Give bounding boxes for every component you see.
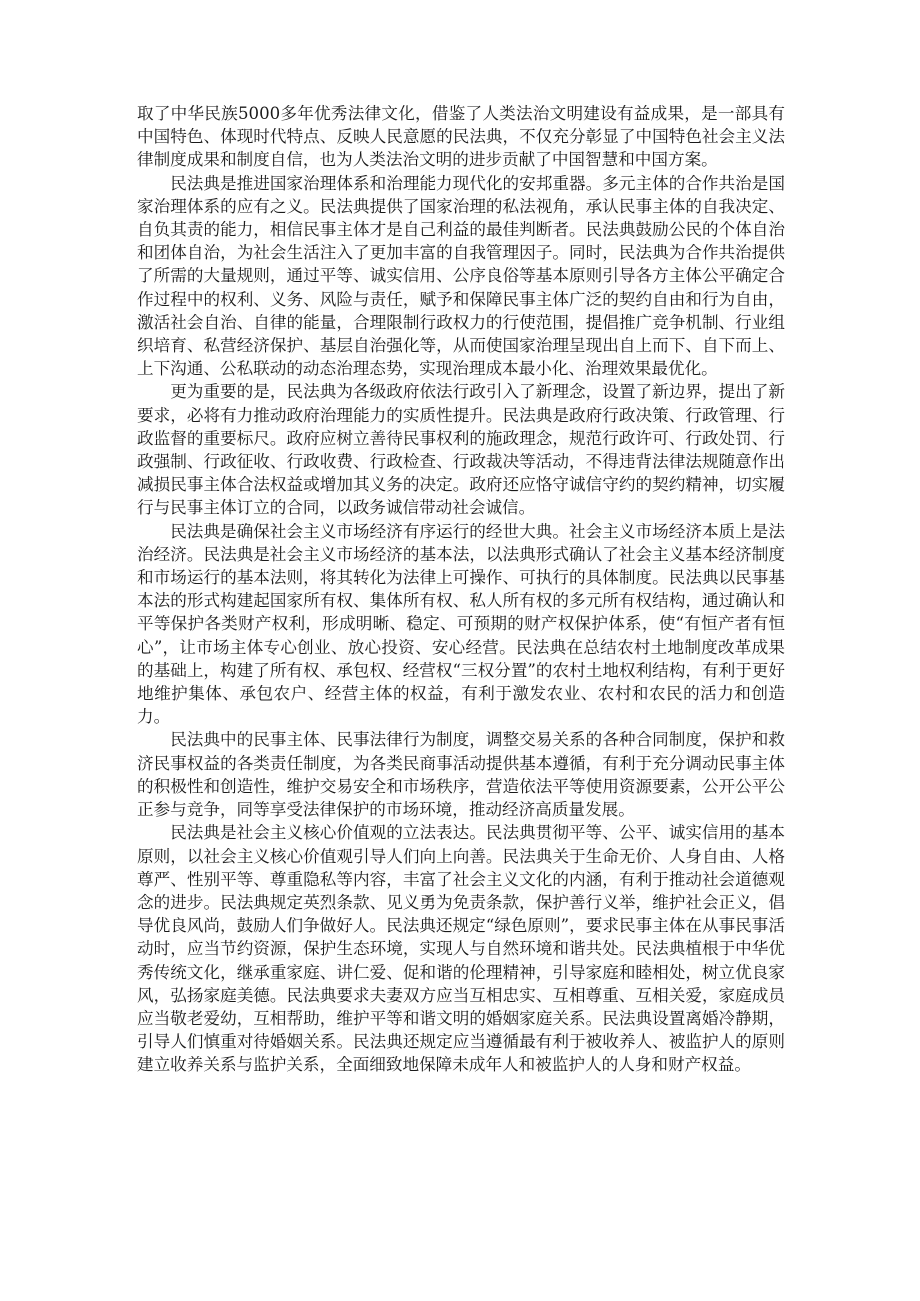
paragraph-government-administration: 更为重要的是，民法典为各级政府依法行政引入了新理念，设置了新边界，提出了新要求，必将有力推动政府治理能力的实质性提升。民法典是政府行政决策、行政管理、行政监督的重要标尺。政府应树立善待民事权利的施政理念，规范行政许可、行政处罚、行政强制、行政征收、行政收费、行政检查、行政裁决等活动，不得违背法律法规随意作出减损民事主体合法权益或增加其义务的决定。政府还应恪守诚信守约的契约精神，切实履行与民事主体订立的合同，以政务诚信带动社会诚信。 [137, 382, 785, 518]
document-body [137, 102, 785, 1077]
paragraph-national-governance: 民法典是推进国家治理体系和治理能力现代化的安邦重器。多元主体的合作共治是国家治理体系的应有之义。民法典提供了国家治理的私法视角，承认民事主体的自我决定、自负其责的能力，相信民事主体才是自己利益的最佳判断者。民法典鼓励公民的个体自治和团体自治，为社会生活注入了更加丰富的自我管理因子。同时，民法典为合作共治提供了所需的大量规则，通过平等、诚实信用、公序良俗等基本原则引导各方主体公平确定合作过程中的权利、义务、风险与责任，赋予和保障民事主体广泛的契约自由和行为自由，激活社会自治、自律的能量，合理限制行政权力的行使范围，提倡推广竞争机制、行业组织培育、私营经济保护、基层自治强化等，从而使国家治理呈现出自上而下、自下而上、上下沟通、公私联动的动态治理态势，实现治理成本最小化、治理效果最优化。 [137, 173, 785, 379]
paragraph-continuation: 取了中华民族5000多年优秀法律文化，借鉴了人类法治文明建设有益成果，是一部具有中国特色、体现时代特点、反映人民意愿的民法典，不仅充分彰显了中国特色社会主义法律制度成果和制度自信，也为人类法治文明的进步贡献了中国智慧和中国方案。 [137, 104, 785, 170]
paragraph-core-values: 民法典是社会主义核心价值观的立法表达。民法典贯彻平等、公平、诚实信用的基本原则，以社会主义核心价值观引导人们向上向善。民法典关于生命无价、人身自由、人格尊严、性别平等、尊重隐私等内容，丰富了社会主义文化的内涵，有利于推动社会道德观念的进步。民法典规定英烈条款、见义勇为免责条款，保护善行义举，维护社会正义，倡导优良风尚，鼓励人们争做好人。民法典还规定“绿色原则”，要求民事主体在从事民事活动时，应当节约资源，保护生态环境，实现人与自然环境和谐共处。民法典植根于中华优秀传统文化，继承重家庭、讲仁爱、促和谐的伦理精神，引导家庭和睦相处，树立优良家风，弘扬家庭美德。民法典要求夫妻双方应当互相忠实、互相尊重、互相关爱，家庭成员应当敬老爱幼，互相帮助，维护平等和谐文明的婚姻家庭关系。民法典设置离婚冷静期，引导人们慎重对待婚姻关系。民法典还规定应当遵循最有利于被收养人、被监护人的原则建立收养关系与监护关系，全面细致地保障未成年人和被监护人的人身和财产权益。 [137, 823, 785, 1075]
paragraph-civil-subjects: 民法典中的民事主体、民事法律行为制度，调整交易关系的各种合同制度，保护和救济民事权益的各类责任制度，为各类民商事活动提供基本遵循，有利于充分调动民事主体的积极性和创造性，维护交易安全和市场秩序，营造依法平等使用资源要素，公开公平公正参与竞争，同等享受法律保护的市场环境，推动经济高质量发展。 [137, 730, 785, 820]
paragraph-market-economy: 民法典是确保社会主义市场经济有序运行的经世大典。社会主义市场经济本质上是法治经济。民法典是社会主义市场经济的基本法，以法典形式确认了社会主义基本经济制度和市场运行的基本法则，将其转化为法律上可操作、可执行的具体制度。民法典以民事基本法的形式构建起国家所有权、集体所有权、私人所有权的多元所有权结构，通过确认和平等保护各类财产权利，形成明晰、稳定、可预期的财产权保护体系，使“有恒产者有恒心”，让市场主体专心创业、放心投资、安心经营。民法典在总结农村土地制度改革成果的基础上，构建了所有权、承包权、经营权“三权分置”的农村土地权利结构，有利于更好地维护集体、承包农户、经营主体的权益，有利于激发农业、农村和农民的活力和创造力。 [137, 521, 785, 727]
